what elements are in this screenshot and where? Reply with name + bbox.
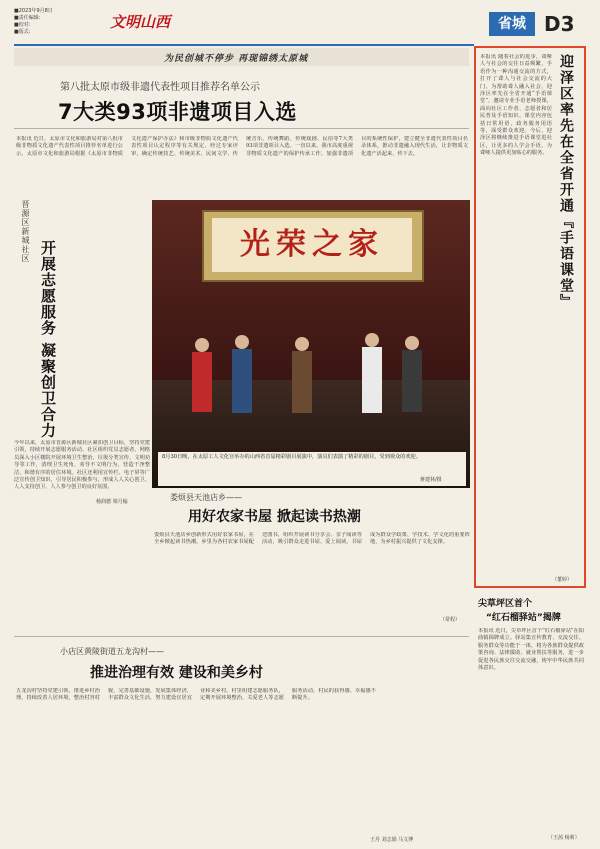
right-body: 本报讯 随着社会的进步，聋哑人与社会的交往日益频繁，手语作为一种沟通交流的方式，打开了聋人与社会交流的大门。为帮助聋人融入社会，迎泽区率先在全省开通“手语课堂”，邀请专业手语老师授课，面向社区工作者、志愿者和居民普及手语知识。课堂内容包括日常用语、政务服务用语等，深受群众欢迎。今后，迎泽区将继续推进手语课堂进社区，让更多的人学会手语，为聋哑人提供更加贴心的服务。 (480, 54, 552, 157)
performer (192, 338, 212, 412)
book-byline: （常程） (440, 617, 461, 623)
right-headline-box (556, 54, 582, 354)
side-story-kicker (20, 200, 34, 270)
paper-name-logo: 文明山西 (110, 13, 171, 31)
book-headline: 用好农家书屋 掀起读书热潮 (188, 509, 361, 525)
right-headline-text: 迎泽区率先在全省开通『手语课堂』 (558, 54, 574, 310)
bottom-rule (14, 636, 469, 637)
right-byline: （董婷） (552, 577, 573, 583)
header-meta-line: ■版式: (14, 29, 31, 35)
book-body: 娄烦县天池店乡创新形式用好农家书屋，在全乡掀起读书热潮。乡里为各村农家书屋配送图书，组织开展读书分享会、亲子阅读等活动，吸引群众走进书屋、爱上阅读。书屋成为群众学政策、学技术、学文化的重要阵地，为乡村振兴提供了文化支撑。 (154, 532, 470, 546)
header-meta-line: ■2023年9月8日 (14, 8, 53, 14)
performer (292, 337, 312, 413)
performers-figure (152, 300, 470, 450)
page-label: 省城 (489, 12, 535, 36)
page-header (14, 8, 586, 44)
highlighted-article (474, 46, 586, 588)
side-headline-text: 开展志愿服务 凝聚创卫合力 (39, 240, 57, 439)
plaque-inner (212, 218, 412, 272)
performer (402, 336, 422, 412)
lead-body: 本报讯 近日，太原市文化和旅游局对第八批市级非物质文化遗产代表性项目推荐名单进行公示。太原市文化和旅游局根据《太原市非物质文化遗产保护办法》和市级非物质文化遗产代表性项目认定程序等有关规定，经过专家评审，确定传统技艺、传统美术、民间文学、传统音乐、传统舞蹈、传统戏剧、民俗等7大类93项非遗项目入选。一直以来，我市高度重视非物质文化遗产的保护传承工作，加强非遗项目的系统性保护，建立健全非遗代表性项目名录体系，推动非遗融入现代生活，让非物质文化遗产活起来、传下去。 (16, 136, 468, 157)
header-meta-line: ■校对: (14, 22, 31, 28)
header-meta-line: ■责任编辑: (14, 15, 41, 21)
side-byline: 杨润德 梁月翰 (96, 499, 128, 505)
page-number: D3 (544, 12, 575, 36)
lead-headline: 7大类93项非遗项目入选 (58, 100, 297, 124)
sub-byline: （王茜 杨莉） (548, 835, 580, 841)
banner-slogan (14, 48, 469, 66)
bottom-headline: 推进治理有效 建设和美乡村 (90, 665, 263, 681)
side-kicker-text: 晋源区新城社区 (21, 200, 30, 263)
lead-kicker: 第八批太原市级非遗代表性项目推荐名单公示 (60, 82, 260, 93)
bottom-byline: 王丹 刘志娟 马文博 (370, 837, 414, 843)
bottom-kicker: 小店区黄陵街道五龙沟村—— (60, 647, 164, 656)
photo-caption: 8月30日晚，在太原工人文化宫举办的山西省首届精彩剧目展演中，演员们表演了精彩的剧目，受到观众的欢迎。 (158, 452, 466, 486)
side-story-headline (38, 240, 78, 450)
sub-headline-1: 尖草坪区首个 (478, 599, 533, 609)
banner-text: 为民创城不停步 再现锦绣太原城 (164, 54, 309, 64)
side-body: 今年以来，太原市晋源区新城社区紧扣创卫目标，坚持党建引领，持续开展志愿服务活动。社区组织党员志愿者、网格员深入小区楼院开展环境卫生整治、垃圾分类宣传、文明劝导等工作，清理卫生死角，劝导不文明行为，营造干净整洁、和谐有序的居住环境。社区还利用宣传栏、电子屏等广泛宣传创卫知识，引导居民积极参与，形成人人关心创卫、人人支持创卫、人人参与创卫的良好氛围。 (14, 440, 150, 491)
stage-photo (152, 200, 470, 488)
performer (362, 333, 382, 413)
performer (232, 335, 252, 413)
sub-body: 本报讯 近日，尖草坪区首个“红石榴驿站”在阳曲镇揭牌成立。驿站集宣传教育、交流交往、服务群众等功能于一体，将为各族群众提供政策咨询、法律援助、就业帮扶等服务，进一步促进各民族交往交流交融，铸牢中华民族共同体意识。 (478, 628, 584, 672)
lead-rule (14, 128, 469, 129)
header-meta (14, 8, 94, 36)
photo-credit: 蒋建林/摄 (420, 477, 442, 483)
plaque-frame (202, 210, 424, 282)
header-rule (14, 44, 474, 46)
bottom-body: 五龙沟村坚持党建引领，推进乡村治理，持续改善人居环境，整治村容村貌，完善基础设施，发展集体经济，丰富群众文化生活，努力建设宜居宜业和美乡村。村里组建志愿服务队，定期开展环境整治、关爱老人等志愿服务活动，村民的获得感、幸福感不断提升。 (16, 688, 376, 702)
sub-headline-2: “红石榴驿站”揭牌 (486, 613, 561, 623)
book-kicker: 娄烦县天池店乡—— (170, 493, 242, 502)
plaque-text: 光荣之家 (240, 227, 384, 262)
